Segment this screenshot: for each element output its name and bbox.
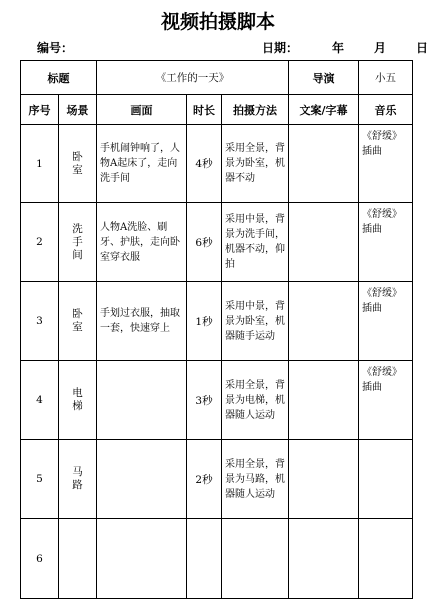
row-duration: 6秒 bbox=[187, 203, 222, 282]
director-value: 小五 bbox=[359, 61, 413, 95]
row-picture: 手划过衣服，抽取一套，快速穿上 bbox=[97, 282, 187, 361]
scene-char: 梯 bbox=[72, 400, 83, 412]
table-row bbox=[21, 440, 413, 519]
row-duration bbox=[187, 519, 222, 599]
row-duration: 1秒 bbox=[187, 282, 222, 361]
title-label: 标题 bbox=[21, 61, 97, 95]
row-scene bbox=[59, 203, 97, 282]
scene-char: 间 bbox=[72, 248, 83, 261]
row-scene bbox=[59, 519, 97, 599]
date-label: 日期： bbox=[262, 41, 299, 55]
row-method: 采用全景，背景为卧室，机器不动 bbox=[222, 125, 289, 203]
row-scene bbox=[59, 440, 97, 519]
row-number: 1 bbox=[21, 125, 59, 203]
table-row bbox=[21, 282, 413, 361]
month-label: 月 bbox=[374, 41, 387, 55]
table-row bbox=[21, 519, 413, 599]
row-number: 5 bbox=[21, 440, 59, 519]
row-music: 《舒缓》插曲 bbox=[359, 282, 413, 361]
col-header-no: 序号 bbox=[21, 95, 59, 125]
col-header-method: 拍摄方法 bbox=[222, 95, 289, 125]
row-music bbox=[359, 440, 413, 519]
page-title: 视频拍摄脚本 bbox=[160, 11, 275, 33]
row-caption bbox=[289, 203, 359, 282]
row-music bbox=[359, 519, 413, 599]
row-number: 4 bbox=[21, 361, 59, 440]
director-label: 导演 bbox=[289, 61, 359, 95]
scene-char: 路 bbox=[72, 479, 83, 491]
row-method: 采用全景，背景为马路，机器随人运动 bbox=[222, 440, 289, 519]
table-row bbox=[21, 203, 413, 282]
row-duration: 2秒 bbox=[187, 440, 222, 519]
row-method: 采用中景，背景为卧室，机器随手运动 bbox=[222, 282, 289, 361]
info-row bbox=[21, 61, 413, 95]
row-scene bbox=[59, 361, 97, 440]
scene-char: 室 bbox=[72, 163, 83, 176]
row-method: 采用全景，背景为电梯，机器随人运动 bbox=[222, 361, 289, 440]
scene-char: 室 bbox=[72, 321, 83, 333]
table-row bbox=[21, 125, 413, 203]
script-table bbox=[20, 60, 413, 599]
row-music: 《舒缓》插曲 bbox=[359, 125, 413, 203]
row-number: 6 bbox=[21, 519, 59, 599]
scene-char: 卧 bbox=[72, 150, 83, 163]
row-method bbox=[222, 519, 289, 599]
header-row bbox=[21, 95, 413, 125]
row-picture bbox=[97, 519, 187, 599]
row-picture bbox=[97, 361, 187, 440]
table-row bbox=[21, 361, 413, 440]
row-caption bbox=[289, 125, 359, 203]
row-number: 3 bbox=[21, 282, 59, 361]
row-scene bbox=[59, 125, 97, 203]
row-scene bbox=[59, 282, 97, 361]
scene-char: 洗 bbox=[72, 222, 83, 235]
scene-char: 卧 bbox=[72, 308, 83, 320]
row-caption bbox=[289, 282, 359, 361]
col-header-picture: 画面 bbox=[97, 95, 187, 125]
scene-char: 马 bbox=[72, 466, 83, 478]
day-label: 日 bbox=[416, 41, 429, 55]
row-caption bbox=[289, 361, 359, 440]
row-picture bbox=[97, 440, 187, 519]
row-picture: 手机闹钟响了，人物A起床了，走向洗手间 bbox=[97, 125, 187, 203]
col-header-scene: 场景 bbox=[59, 95, 97, 125]
row-duration: 4秒 bbox=[187, 125, 222, 203]
row-caption bbox=[289, 519, 359, 599]
year-label: 年 bbox=[332, 41, 345, 55]
row-method: 采用中景，背景为洗手间，机器不动，仰拍 bbox=[222, 203, 289, 282]
scene-char: 电 bbox=[72, 387, 83, 399]
row-picture: 人物A洗脸、刷牙、护肤，走向卧室穿衣服 bbox=[97, 203, 187, 282]
title-value: 《工作的一天》 bbox=[97, 61, 289, 95]
date-field bbox=[262, 39, 428, 56]
col-header-caption: 文案/字幕 bbox=[289, 95, 359, 125]
scene-char: 手 bbox=[72, 235, 83, 248]
col-header-duration: 时长 bbox=[187, 95, 222, 125]
number-label: 编号： bbox=[37, 41, 74, 55]
row-duration: 3秒 bbox=[187, 361, 222, 440]
col-header-music: 音乐 bbox=[359, 95, 413, 125]
row-number: 2 bbox=[21, 203, 59, 282]
row-caption bbox=[289, 440, 359, 519]
row-music: 《舒缓》插曲 bbox=[359, 361, 413, 440]
row-music: 《舒缓》插曲 bbox=[359, 203, 413, 282]
